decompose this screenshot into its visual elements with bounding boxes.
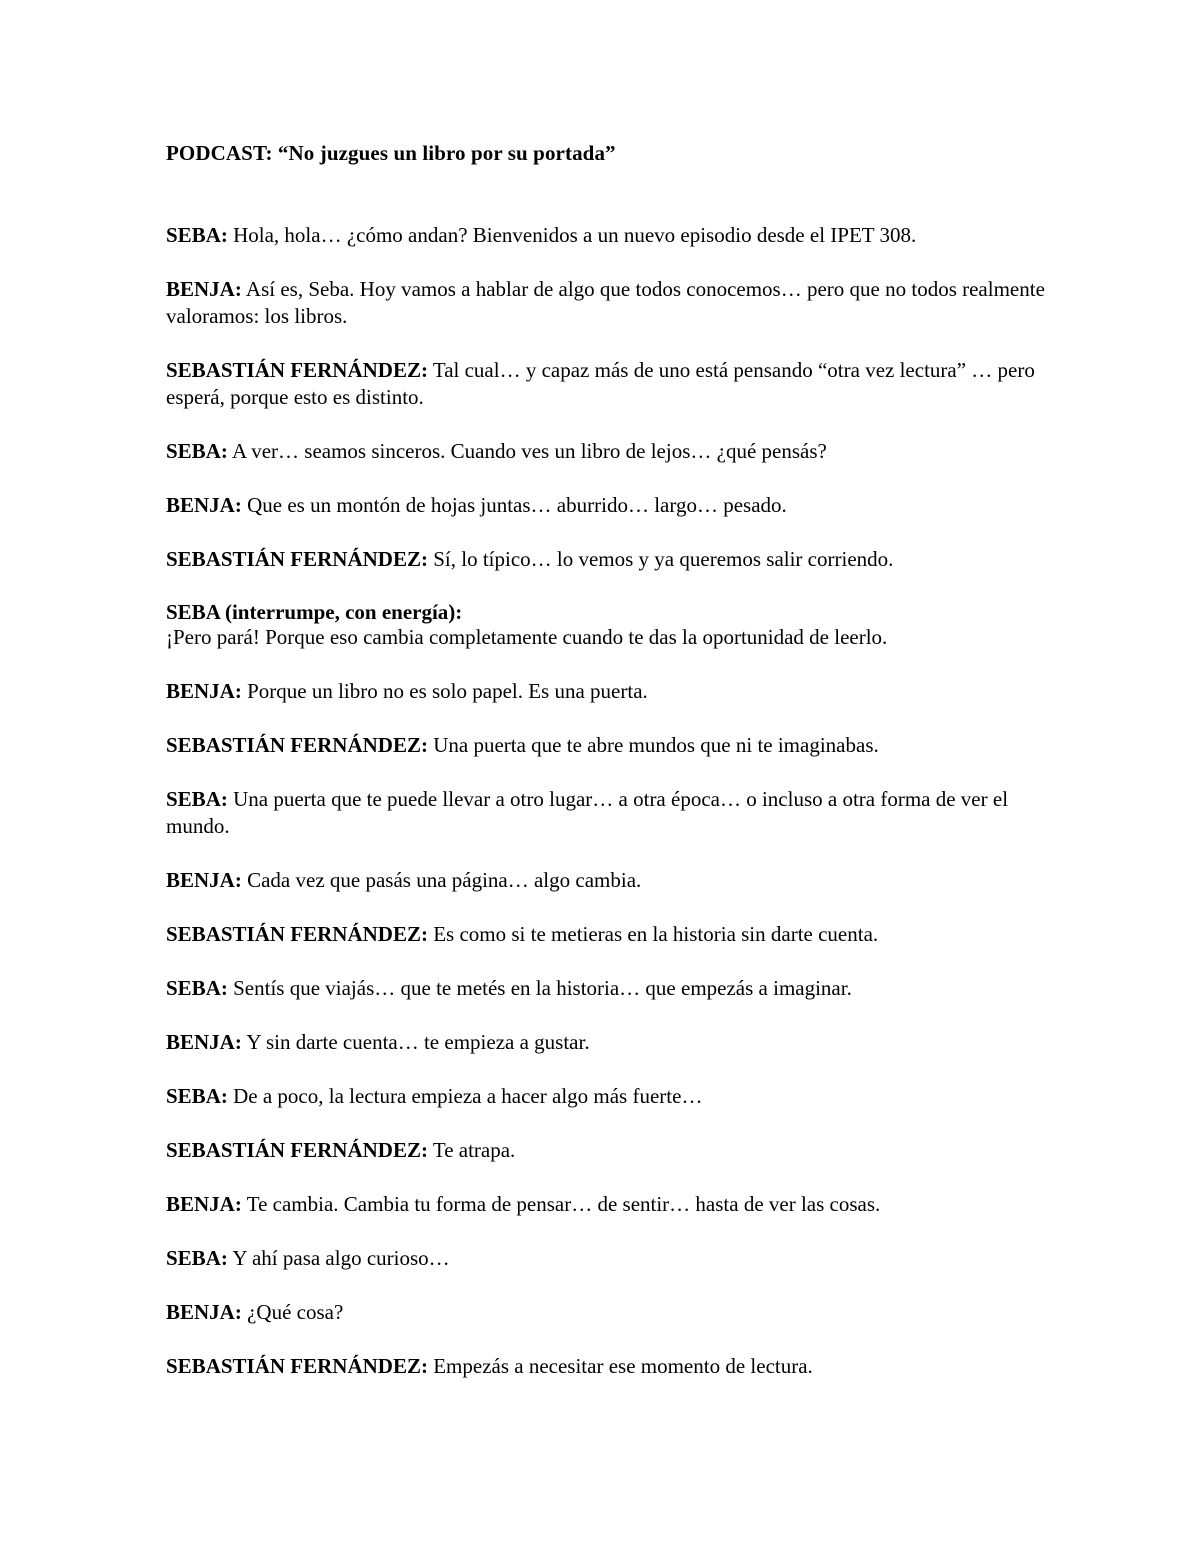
speaker-name: BENJA: — [166, 493, 242, 517]
speaker-name: SEBA: — [166, 787, 228, 811]
dialogue-text: Sentís que viajás… que te metés en la historia… que empezás a imaginar. — [227, 976, 852, 1000]
dialogue-line — [166, 867, 1046, 894]
speaker-name: SEBASTIÁN FERNÁNDEZ: — [166, 922, 428, 946]
dialogue-text: Te cambia. Cambia tu forma de pensar… de sentir… hasta de ver las cosas. — [241, 1192, 881, 1216]
dialogue-line — [166, 732, 1046, 759]
dialogue-line — [166, 438, 1046, 465]
dialogue-text: Empezás a necesitar ese momento de lectura. — [427, 1354, 813, 1378]
speaker-name: SEBASTIÁN FERNÁNDEZ: — [166, 733, 428, 757]
speaker-name: BENJA: — [166, 1030, 242, 1054]
dialogue-text: Tal cual… y capaz más de uno está pensando “otra vez lectura” … pero esperá, porque esto es distinto. — [166, 358, 1035, 409]
dialogue-text: A ver… seamos sinceros. Cuando ves un libro de lejos… ¿qué pensás? — [227, 439, 827, 463]
dialogue-line — [166, 1245, 1046, 1272]
dialogue-line — [166, 678, 1046, 705]
dialogue-line — [166, 546, 1046, 573]
dialogue-line — [166, 1029, 1046, 1056]
dialogue-line — [166, 975, 1046, 1002]
speaker-name: BENJA: — [166, 868, 242, 892]
dialogue-line — [166, 222, 1046, 249]
speaker-name: SEBA: — [166, 439, 228, 463]
dialogue-text: ¡Pero pará! Porque eso cambia completamente cuando te das la oportunidad de leerlo. — [166, 625, 888, 649]
dialogue-text: Y sin darte cuenta… te empieza a gustar. — [241, 1030, 590, 1054]
dialogue-text: Porque un libro no es solo papel. Es una puerta. — [241, 679, 648, 703]
speaker-name: SEBASTIÁN FERNÁNDEZ: — [166, 1138, 428, 1162]
speaker-name: SEBASTIÁN FERNÁNDEZ: — [166, 358, 428, 382]
dialogue-line — [166, 1299, 1046, 1326]
dialogue-text: Y ahí pasa algo curioso… — [227, 1246, 450, 1270]
dialogue-line — [166, 1191, 1046, 1218]
dialogue-line — [166, 600, 1046, 651]
dialogue-text: Que es un montón de hojas juntas… aburrido… largo… pesado. — [241, 493, 787, 517]
dialogue-line — [166, 921, 1046, 948]
speaker-name: BENJA: — [166, 1192, 242, 1216]
dialogue-text: ¿Qué cosa? — [241, 1300, 344, 1324]
speaker-name: BENJA: — [166, 1300, 242, 1324]
dialogue-line — [166, 276, 1046, 330]
dialogue-text: Una puerta que te abre mundos que ni te imaginabas. — [427, 733, 879, 757]
dialogue-text: Te atrapa. — [427, 1138, 516, 1162]
speaker-name: SEBA: — [166, 1084, 228, 1108]
dialogue-text: Sí, lo típico… lo vemos y ya queremos salir corriendo. — [427, 547, 894, 571]
dialogue-text: Así es, Seba. Hoy vamos a hablar de algo que todos conocemos… pero que no todos realmente valoramos: los libros. — [166, 277, 1045, 328]
speaker-name: SEBASTIÁN FERNÁNDEZ: — [166, 1354, 428, 1378]
dialogue-text: Es como si te metieras en la historia sin darte cuenta. — [427, 922, 879, 946]
dialogue-text: Cada vez que pasás una página… algo cambia. — [241, 868, 642, 892]
dialogue-line — [166, 1137, 1046, 1164]
speaker-name: SEBA: — [166, 1246, 228, 1270]
speaker-name: SEBA (interrumpe, con energía): — [166, 600, 463, 624]
dialogue-line — [166, 492, 1046, 519]
speaker-name: BENJA: — [166, 277, 242, 301]
dialogue-line — [166, 786, 1046, 840]
document-body — [166, 140, 1046, 1407]
dialogue-text: Una puerta que te puede llevar a otro lugar… a otra época… o incluso a otra forma de ver el mundo. — [166, 787, 1009, 838]
speaker-name: BENJA: — [166, 679, 242, 703]
dialogue-line — [166, 1353, 1046, 1380]
dialogue-line — [166, 1083, 1046, 1110]
dialogue-line — [166, 357, 1046, 411]
speaker-name: SEBA: — [166, 223, 228, 247]
speaker-name: SEBA: — [166, 976, 228, 1000]
speaker-name: SEBASTIÁN FERNÁNDEZ: — [166, 547, 428, 571]
page-title: PODCAST: “No juzgues un libro por su portada” — [166, 141, 616, 165]
dialogue-text: De a poco, la lectura empieza a hacer algo más fuerte… — [227, 1084, 703, 1108]
dialogue-text: Hola, hola… ¿cómo andan? Bienvenidos a un nuevo episodio desde el IPET 308. — [227, 223, 917, 247]
